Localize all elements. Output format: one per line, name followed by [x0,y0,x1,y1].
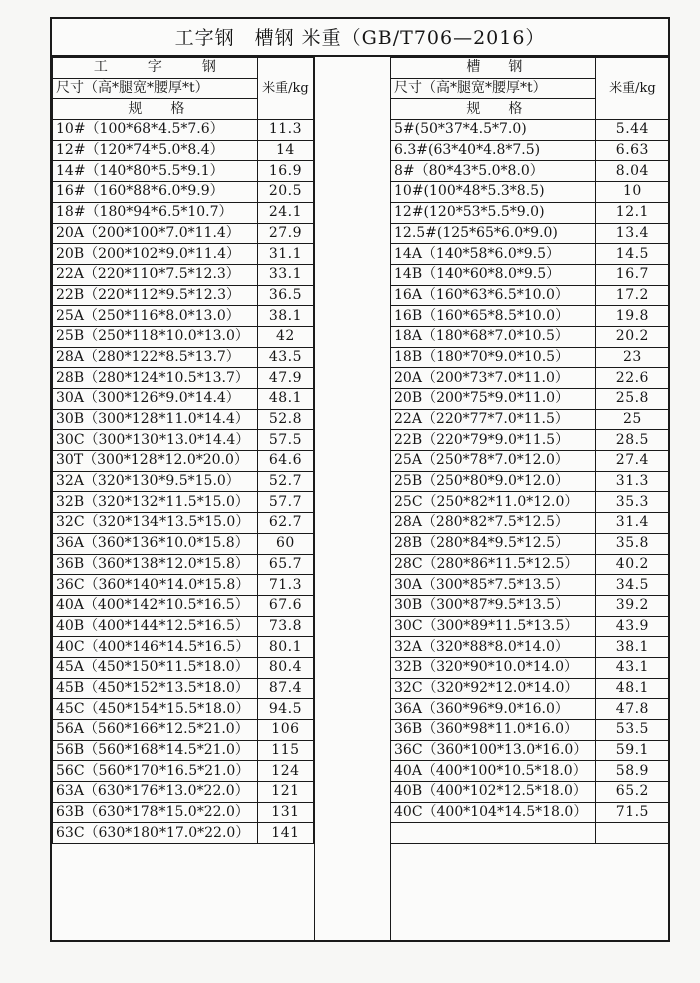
channel-spec-cell: 20A（200*73*7.0*11.0） [391,368,596,389]
ibeam-weight-cell: 64.6 [257,451,313,472]
channel-spec-cell: 12#(120*53*5.5*9.0) [391,202,596,223]
channel-spec-cell: 18A（180*68*7.0*10.5） [391,326,596,347]
channel-table-row [391,699,670,720]
channel-weight-cell: 8.04 [595,161,669,182]
ibeam-table-row [53,409,314,430]
channel-table-row [391,471,670,492]
ibeam-spec-cell: 32C（320*134*13.5*15.0） [53,513,258,534]
ibeam-weight-cell: 11.3 [257,120,313,141]
channel-spec-cell: 10#(100*48*5.3*8.5) [391,182,596,203]
channel-spec-cell: 14B（140*60*8.0*9.5） [391,264,596,285]
ibeam-spec-cell: 30A（300*126*9.0*14.4） [53,389,258,410]
ibeam-table-row [53,451,314,472]
channel-spec-cell: 20B（200*75*9.0*11.0） [391,389,596,410]
channel-weight-cell: 12.1 [595,202,669,223]
channel-table-row [391,616,670,637]
channel-weight-cell: 31.3 [595,471,669,492]
ibeam-spec-cell: 36C（360*140*14.0*15.8） [53,575,258,596]
channel-table-body [391,58,670,844]
ibeam-spec-cell: 20B（200*102*9.0*11.4） [53,244,258,265]
channel-spec-cell: 30A（300*85*7.5*13.5） [391,575,596,596]
ibeam-table [52,57,314,844]
channel-weight-cell: 38.1 [595,637,669,658]
channel-table-row [391,223,670,244]
channel-table-row [391,575,670,596]
channel-spec-cell: 22B（220*79*9.0*11.5） [391,430,596,451]
ibeam-spec-cell: 22A（220*110*7.5*12.3） [53,264,258,285]
channel-spec-cell: 36A（360*96*9.0*16.0） [391,699,596,720]
ibeam-spec-cell: 63B（630*178*15.0*22.0） [53,802,258,823]
channel-table-row [391,595,670,616]
channel-spec-cell: 16A（160*63*6.5*10.0） [391,285,596,306]
channel-weight-cell: 47.8 [595,699,669,720]
ibeam-spec-cell: 25A（250*116*8.0*13.0） [53,306,258,327]
channel-table-row [391,120,670,141]
channel-weight-cell: 5.44 [595,120,669,141]
ibeam-weight-cell: 87.4 [257,678,313,699]
ibeam-weight-cell: 52.8 [257,409,313,430]
channel-table-row [391,244,670,265]
channel-spec-cell: 28B（280*84*9.5*12.5） [391,533,596,554]
ibeam-spec-cell: 56B（560*168*14.5*21.0） [53,740,258,761]
ibeam-spec-cell: 18#（180*94*6.5*10.7） [53,202,258,223]
ibeam-table-row [53,823,314,844]
channel-table-row [391,285,670,306]
ibeam-spec-cell: 40A（400*142*10.5*16.5） [53,595,258,616]
channel-table-row [391,720,670,741]
channel-spec-cell: 30C（300*89*11.5*13.5） [391,616,596,637]
ibeam-table-row [53,264,314,285]
channel-spec-cell: 25B（250*80*9.0*12.0） [391,471,596,492]
ibeam-table-row [53,513,314,534]
ibeam-table-row [53,326,314,347]
ibeam-weight-cell: 24.1 [257,202,313,223]
channel-weight-cell: 58.9 [595,761,669,782]
ibeam-header-row-1 [53,58,314,79]
ibeam-spec-cell: 45A（450*150*11.5*18.0） [53,657,258,678]
ibeam-weight-cell: 31.1 [257,244,313,265]
ibeam-weight-cell: 36.5 [257,285,313,306]
channel-weight-cell: 23 [595,347,669,368]
ibeam-table-row [53,368,314,389]
ibeam-table-row [53,802,314,823]
channel-spec-cell [391,823,596,844]
page-title: 工字钢 槽钢 米重（GB/T706—2016） [52,19,668,57]
ibeam-weight-cell: 38.1 [257,306,313,327]
ibeam-table-row [53,720,314,741]
channel-table-row [391,451,670,472]
ibeam-table-row [53,244,314,265]
ibeam-table-row [53,347,314,368]
ibeam-weight-cell: 52.7 [257,471,313,492]
channel-table-row [391,430,670,451]
ibeam-weight-cell: 14 [257,140,313,161]
ibeam-spec-cell: 45C（450*154*15.5*18.0） [53,699,258,720]
ibeam-weight-cell: 16.9 [257,161,313,182]
channel-table-row [391,761,670,782]
ibeam-weight-cell: 33.1 [257,264,313,285]
ibeam-table-row [53,740,314,761]
channel-weight-cell: 65.2 [595,782,669,803]
channel-weight-cell: 40.2 [595,554,669,575]
channel-spec-cell: 28C（280*86*11.5*12.5） [391,554,596,575]
channel-table-row [391,202,670,223]
channel-weight-cell: 13.4 [595,223,669,244]
ibeam-spec-cell: 28B（280*124*10.5*13.7） [53,368,258,389]
ibeam-table-row [53,554,314,575]
ibeam-spec-cell: 16#（160*88*6.0*9.9） [53,182,258,203]
ibeam-weight-cell: 80.1 [257,637,313,658]
channel-weight-cell: 48.1 [595,678,669,699]
ibeam-spec-cell: 36B（360*138*12.0*15.8） [53,554,258,575]
channel-spec-cell: 28A（280*82*7.5*12.5） [391,513,596,534]
ibeam-weight-cell: 57.5 [257,430,313,451]
ibeam-weight-cell: 131 [257,802,313,823]
ibeam-table-row [53,699,314,720]
ibeam-weight-cell: 106 [257,720,313,741]
channel-table-row [391,140,670,161]
ibeam-spec-cell: 12#（120*74*5.0*8.4） [53,140,258,161]
channel-spec-cell: 25C（250*82*11.0*12.0） [391,492,596,513]
channel-spec-cell: 8#（80*43*5.0*8.0） [391,161,596,182]
ibeam-weight-cell: 67.6 [257,595,313,616]
channel-weight-cell: 43.9 [595,616,669,637]
channel-weight-cell: 59.1 [595,740,669,761]
ibeam-weight-cell: 141 [257,823,313,844]
channel-weight-cell: 35.8 [595,533,669,554]
channel-spec-cell: 32A（320*88*8.0*14.0） [391,637,596,658]
ibeam-table-row [53,430,314,451]
ibeam-table-row [53,306,314,327]
channel-table-row [391,678,670,699]
ibeam-weight-cell: 71.3 [257,575,313,596]
channel-table-row [391,409,670,430]
channel-spec-cell: 14A（140*58*6.0*9.5） [391,244,596,265]
channel-table-row [391,368,670,389]
channel-table-row [391,554,670,575]
channel-table-row [391,264,670,285]
ibeam-spec-cell: 30T（300*128*12.0*20.0） [53,451,258,472]
channel-weight-cell: 34.5 [595,575,669,596]
ibeam-spec-cell: 32B（320*132*11.5*15.0） [53,492,258,513]
channel-table [390,57,670,844]
ibeam-spec-header-line2: 规 格 [53,99,258,120]
ibeam-spec-cell: 30C（300*130*13.0*14.4） [53,430,258,451]
channel-spec-cell: 12.5#(125*65*6.0*9.0) [391,223,596,244]
ibeam-spec-cell: 56A（560*166*12.5*21.0） [53,720,258,741]
ibeam-table-body [53,58,314,844]
ibeam-table-row [53,492,314,513]
ibeam-weight-cell: 73.8 [257,616,313,637]
ibeam-weight-cell: 124 [257,761,313,782]
ibeam-table-row [53,140,314,161]
channel-table-row [391,513,670,534]
channel-weight-cell: 31.4 [595,513,669,534]
channel-spec-cell: 40B（400*102*12.5*18.0） [391,782,596,803]
ibeam-spec-cell: 36A（360*136*10.0*15.8） [53,533,258,554]
ibeam-table-row [53,223,314,244]
ibeam-table-row [53,161,314,182]
ibeam-table-row [53,202,314,223]
ibeam-spec-cell: 10#（100*68*4.5*7.6） [53,120,258,141]
channel-table-row [391,533,670,554]
channel-weight-cell [595,823,669,844]
ibeam-spec-cell: 30B（300*128*11.0*14.4） [53,409,258,430]
ibeam-weight-cell: 60 [257,533,313,554]
channel-weight-cell: 25.8 [595,389,669,410]
channel-spec-cell: 40A（400*100*10.5*18.0） [391,761,596,782]
ibeam-table-row [53,120,314,141]
ibeam-spec-cell: 22B（220*112*9.5*12.3） [53,285,258,306]
channel-table-row [391,347,670,368]
ibeam-table-row [53,182,314,203]
channel-weight-cell: 39.2 [595,595,669,616]
channel-weight-cell: 43.1 [595,657,669,678]
channel-weight-cell: 16.7 [595,264,669,285]
channel-weight-cell: 17.2 [595,285,669,306]
ibeam-weight-cell: 20.5 [257,182,313,203]
channel-weight-cell: 27.4 [595,451,669,472]
channel-spec-cell: 5#(50*37*4.5*7.0) [391,120,596,141]
ibeam-weight-cell: 47.9 [257,368,313,389]
ibeam-weight-cell: 80.4 [257,657,313,678]
ibeam-weight-cell: 65.7 [257,554,313,575]
channel-table-row [391,657,670,678]
ibeam-weight-cell: 62.7 [257,513,313,534]
channel-table-row [391,782,670,803]
ibeam-table-row [53,533,314,554]
gutter-left-rule [314,57,315,940]
channel-spec-cell: 40C（400*104*14.5*18.0） [391,802,596,823]
channel-weight-cell: 28.5 [595,430,669,451]
channel-spec-cell: 25A（250*78*7.0*12.0） [391,451,596,472]
ibeam-table-row [53,761,314,782]
ibeam-spec-cell: 45B（450*152*13.5*18.0） [53,678,258,699]
channel-spec-cell: 6.3#(63*40*4.8*7.5) [391,140,596,161]
channel-table-row [391,740,670,761]
channel-spec-cell: 32B（320*90*10.0*14.0） [391,657,596,678]
ibeam-table-row [53,389,314,410]
channel-table-row [391,182,670,203]
channel-spec-cell: 30B（300*87*9.5*13.5） [391,595,596,616]
ibeam-spec-cell: 63A（630*176*13.0*22.0） [53,782,258,803]
channel-weight-cell: 35.3 [595,492,669,513]
channel-spec-header-line2: 规 格 [391,99,596,120]
ibeam-table-row [53,637,314,658]
channel-spec-cell: 36B（360*98*11.0*16.0） [391,720,596,741]
ibeam-spec-cell: 14#（140*80*5.5*9.1） [53,161,258,182]
channel-spec-cell: 16B（160*65*8.5*10.0） [391,306,596,327]
ibeam-spec-cell: 63C（630*180*17.0*22.0） [53,823,258,844]
channel-weight-cell: 25 [595,409,669,430]
ibeam-table-row [53,471,314,492]
ibeam-weight-cell: 57.7 [257,492,313,513]
ibeam-weight-cell: 48.1 [257,389,313,410]
ibeam-weight-header: 米重/kg [257,58,313,120]
ibeam-table-row [53,575,314,596]
ibeam-spec-cell: 40B（400*144*12.5*16.5） [53,616,258,637]
channel-table-row [391,306,670,327]
channel-header-row-1 [391,58,670,79]
channel-weight-cell: 6.63 [595,140,669,161]
channel-weight-cell: 22.6 [595,368,669,389]
weight-table-sheet [50,17,670,942]
ibeam-weight-cell: 121 [257,782,313,803]
channel-weight-cell: 14.5 [595,244,669,265]
channel-weight-cell: 19.8 [595,306,669,327]
channel-table-row [391,802,670,823]
ibeam-spec-cell: 32A（320*130*9.5*15.0） [53,471,258,492]
channel-spec-header-line1: 尺寸（高*腿宽*腰厚*t） [391,78,596,99]
channel-weight-cell: 20.2 [595,326,669,347]
ibeam-weight-cell: 42 [257,326,313,347]
ibeam-table-row [53,678,314,699]
ibeam-spec-cell: 40C（400*146*14.5*16.5） [53,637,258,658]
ibeam-table-row [53,657,314,678]
ibeam-table-row [53,616,314,637]
ibeam-spec-cell: 56C（560*170*16.5*21.0） [53,761,258,782]
ibeam-weight-cell: 115 [257,740,313,761]
ibeam-spec-header-line1: 尺寸（高*腿宽*腰厚*t） [53,78,258,99]
channel-spec-cell: 36C（360*100*13.0*16.0） [391,740,596,761]
ibeam-spec-cell: 28A（280*122*8.5*13.7） [53,347,258,368]
ibeam-spec-cell: 25B（250*118*10.0*13.0） [53,326,258,347]
ibeam-weight-cell: 94.5 [257,699,313,720]
channel-weight-cell: 71.5 [595,802,669,823]
channel-spec-cell: 32C（320*92*12.0*14.0） [391,678,596,699]
ibeam-weight-cell: 43.5 [257,347,313,368]
channel-table-row [391,161,670,182]
channel-spec-cell: 22A（220*77*7.0*11.5） [391,409,596,430]
ibeam-section-title: 工字钢 [53,58,258,79]
channel-weight-cell: 10 [595,182,669,203]
ibeam-table-row [53,782,314,803]
channel-table-row [391,326,670,347]
ibeam-table-row [53,595,314,616]
channel-table-row [391,492,670,513]
channel-table-row [391,637,670,658]
ibeam-table-row [53,285,314,306]
channel-spec-cell: 18B（180*70*9.0*10.5） [391,347,596,368]
channel-table-row [391,389,670,410]
channel-weight-cell: 53.5 [595,720,669,741]
channel-section-title: 槽 钢 [391,58,596,79]
ibeam-weight-cell: 27.9 [257,223,313,244]
channel-table-row [391,823,670,844]
ibeam-spec-cell: 20A（200*100*7.0*11.4） [53,223,258,244]
channel-weight-header: 米重/kg [595,58,669,120]
